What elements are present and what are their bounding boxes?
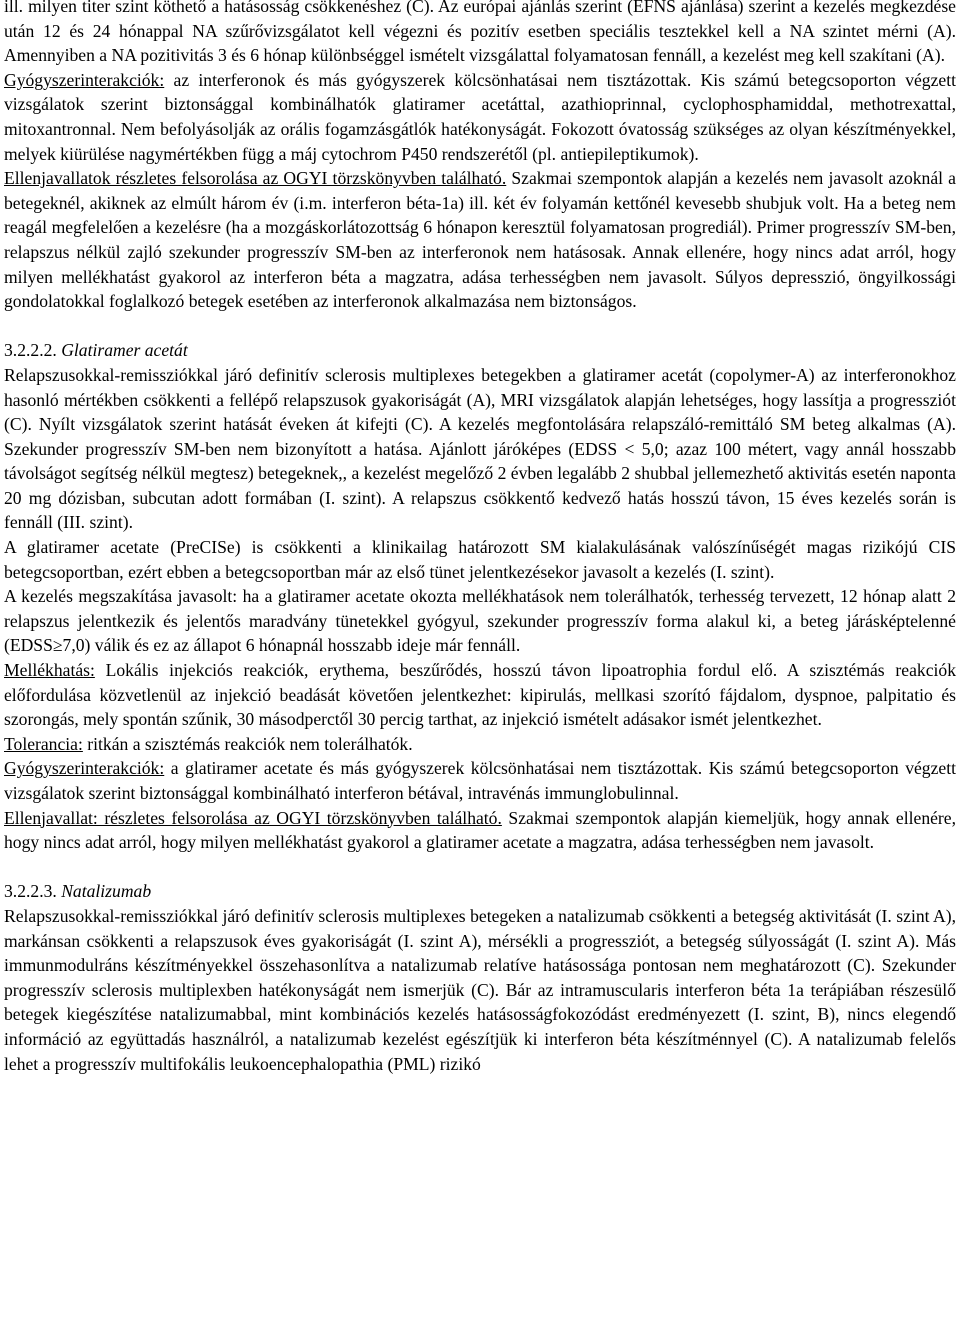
- paragraph-text: Lokális injekciós reakciók, erythema, beszűrődés, hosszú távon lipoatrophia fordul elő. A szisztémás reakciók előfordulása közvetlenül az injekció beadását követően jelentkezhet: kipirulás, mellkasi szorító fájdalom, dyspnoe, palpitatio és szorongás, mely spontán szűnik, 30 másodperctől 30 percig tarthat, az injekció ismételt adásakor ismét jelentkezhet.: [4, 660, 956, 730]
- paragraph-text: Relapszusokkal-remissziókkal járó definitív sclerosis multiplexes betegekben a glatiramer acetát (copolymer-A) az interferonokhoz hasonló mértékben csökkenti a fellépő relapszusok gyakoriságát (A), MRI vizsgálatok alapján lehetséges, hogy lassítja a progressziót (C). Nyílt vizsgálatok szerint hatását éveken át kifejti (C). A kezelés megfontolására relapszáló-remittáló SM beteg alkalmas (A). Szekunder progresszív SM-ben nem bizonyított a hatása. Ajánlott járóképes (EDSS < 5,0; azaz 100 métert, vagy annál hosszabb távolságot segítség nélkül megtesz) betegeknek,, a kezelést megelőző 2 évben legalább 2 shubbal jellemezhető aktivitás esetén naponta 20 mg dózisban, subcutan adott formában (I. szint). A relapszus csökkentő kedvező hatás hosszú távon, 15 éves kezelés során is fennáll (III. szint).: [4, 364, 956, 533]
- contraindications-label: Ellenjavallatok részletes felsorolása az OGYI törzskönyvben található.: [4, 168, 507, 189]
- paragraph-text: Szakmai szempontok alapján kiemeljük, hogy annak ellenére, hogy nincs adat arról, hogy milyen mellékhatást gyakorol a glatiramer acetate a magzatra, adása terhességben nem javasolt.: [4, 807, 956, 853]
- paragraph: [4, 756, 956, 805]
- paragraph-text: A glatiramer acetate (PreCISe) is csökkenti a klinikailag határozott SM kialakulásának valószínűségét magas rizikójú CIS betegcsoportban, ezért ebben a betegcsoportban már az első tünet jelentkezésekor javasolt a kezelés (I. szint).: [4, 537, 956, 582]
- side-effects-label: Mellékhatás:: [4, 660, 95, 681]
- section-number: 3.2.2.3.: [4, 881, 57, 902]
- paragraph: [4, 535, 956, 584]
- paragraph: [4, 658, 956, 732]
- paragraph-text: a glatiramer acetate és más gyógyszerek kölcsönhatásai nem tisztázottak. Kis számú betegcsoporton végzett vizsgálatok szerint biztonsággal kombinálható interferon bétával, intravénás immunglobulinnal.: [4, 758, 956, 803]
- interactions-label: Gyógyszerinterakciók:: [4, 758, 165, 779]
- paragraph-text: ritkán a szisztémás reakciók nem tolerálhatók.: [82, 733, 413, 754]
- paragraph-gap: [4, 855, 956, 880]
- paragraph-text: ill. milyen titer szint köthető a hatásosság csökkenéshez (C). Az európai ajánlás szerint (EFNS ajánlása) szerint a kezelés megkezdése után 12 és 24 hónappal NA szűrővizsgálatot kell végezni és pozitív esetben speciális tesztekkel kell a NA szintet mérni (A). Amennyiben a NA pozitivitás 3 és 6 hónap különbséggel ismételt vizsgálattal folyamatosan fennáll, a kezelést meg kell szakítani (A).: [4, 0, 956, 66]
- paragraph: [4, 363, 956, 535]
- document-page: [4, 0, 956, 1076]
- section-heading-glatiramer: [4, 338, 956, 363]
- tolerance-label: Tolerancia:: [4, 733, 83, 754]
- paragraph-text: Relapszusokkal-remissziókkal járó definitív sclerosis multiplexes betegeken a natalizumab csökkenti a betegség aktivitását (I. szint A), markánsan csökkenti a relapszusok éves gyakoriságát (I. szint A), mérsékli a progressziót, a betegség súlyosságát (I. szint A). Más immunmodulráns készítményekkel összehasonlítva a natalizumab relatíve hatásossága pontosan nem meghatározott (C). Szekunder progresszív sclerosis multiplexben hatékonyságát nem ismerjük (C). Bár az intramuscularis interferon béta 1a terápiában részesülő betegek kiegészítése natalizumabbal, mint kombinációs kezelés hatásosságfokozódást eredményezett (I. szint, B), nincs elegendő információ az együttadás használról, a natalizumab kezelést egészítjük ki interferon béta készítménnyel (C). A natalizumab felelős lehet a progresszív multifokális leukoencephalopathia (PML) rizikó: [4, 905, 956, 1074]
- paragraph: [4, 0, 956, 314]
- paragraph-text: az interferonok és más gyógyszerek kölcsönhatásai nem tisztázottak. Kis számú betegcsoporton végzett vizsgálatok szerint biztonsággal kombinálhatók glatiramer acetáttal, azathioprinnal, cyclophosphamiddal, methotrexattal, mitoxantronnal. Nem befolyásolják az orális fogamzásgátlók hatékonyságát. Fokozott óvatosság szükséges az olyan készítményekkel, melyek kiürülése nagymértékben függ a máj cytochrom P450 rendszerétől (pl. antiepileptikumok).: [4, 69, 956, 164]
- section-title: Glatiramer acetát: [61, 340, 188, 361]
- paragraph: [4, 732, 956, 757]
- paragraph-text: A kezelés megszakítása javasolt: ha a glatiramer acetate okozta mellékhatások nem tolerálhatók, terhesség tervezett, 12 hónap alatt 2 relapszus jelentkezik és jelentős maradvány tünetekkel gyógyul, szekunder progresszív forma alakul ki, a beteg járásképtelenné (EDSS≥7,0) válik és ez az állapot 6 hónapnál hosszabb ideje már fennáll.: [4, 586, 956, 656]
- section-heading-natalizumab: [4, 879, 956, 904]
- contraindications-label: Ellenjavallat: részletes felsorolása az OGYI törzskönyvben található.: [4, 807, 502, 828]
- section-number: 3.2.2.2.: [4, 340, 57, 361]
- paragraph: [4, 584, 956, 658]
- paragraph-text: Szakmai szempontok alapján a kezelés nem javasolt azoknál a betegeknél, akiknek az elmúlt három év (i.m. interferon béta-1a) ill. két év folyamán kettőnél kevesebb shubjuk volt. Ha a beteg nem reagál megfelelően a kezelésre (ha a mozgáskorlátozottság 6 hónapon keresztül folyamatosan progrediál). Primer progresszív SM-ben, relapszus nélkül zajló szekunder progresszív SM-ben az interferonok nem hatásosak. Annak ellenére, hogy nincs adat arról, hogy milyen mellékhatást gyakorol az interferon béta a magzatra, adása terhességben nem javasolt. Súlyos depresszió, öngyilkossági gondolatokkal foglalkozó betegek esetében az interferonok alkalmazása nem biztonságos.: [4, 168, 956, 312]
- paragraph: [4, 806, 956, 855]
- section-title: Natalizumab: [61, 881, 152, 902]
- interactions-label: Gyógyszerinterakciók:: [4, 69, 165, 90]
- paragraph: [4, 904, 956, 1076]
- paragraph-gap: [4, 314, 956, 339]
